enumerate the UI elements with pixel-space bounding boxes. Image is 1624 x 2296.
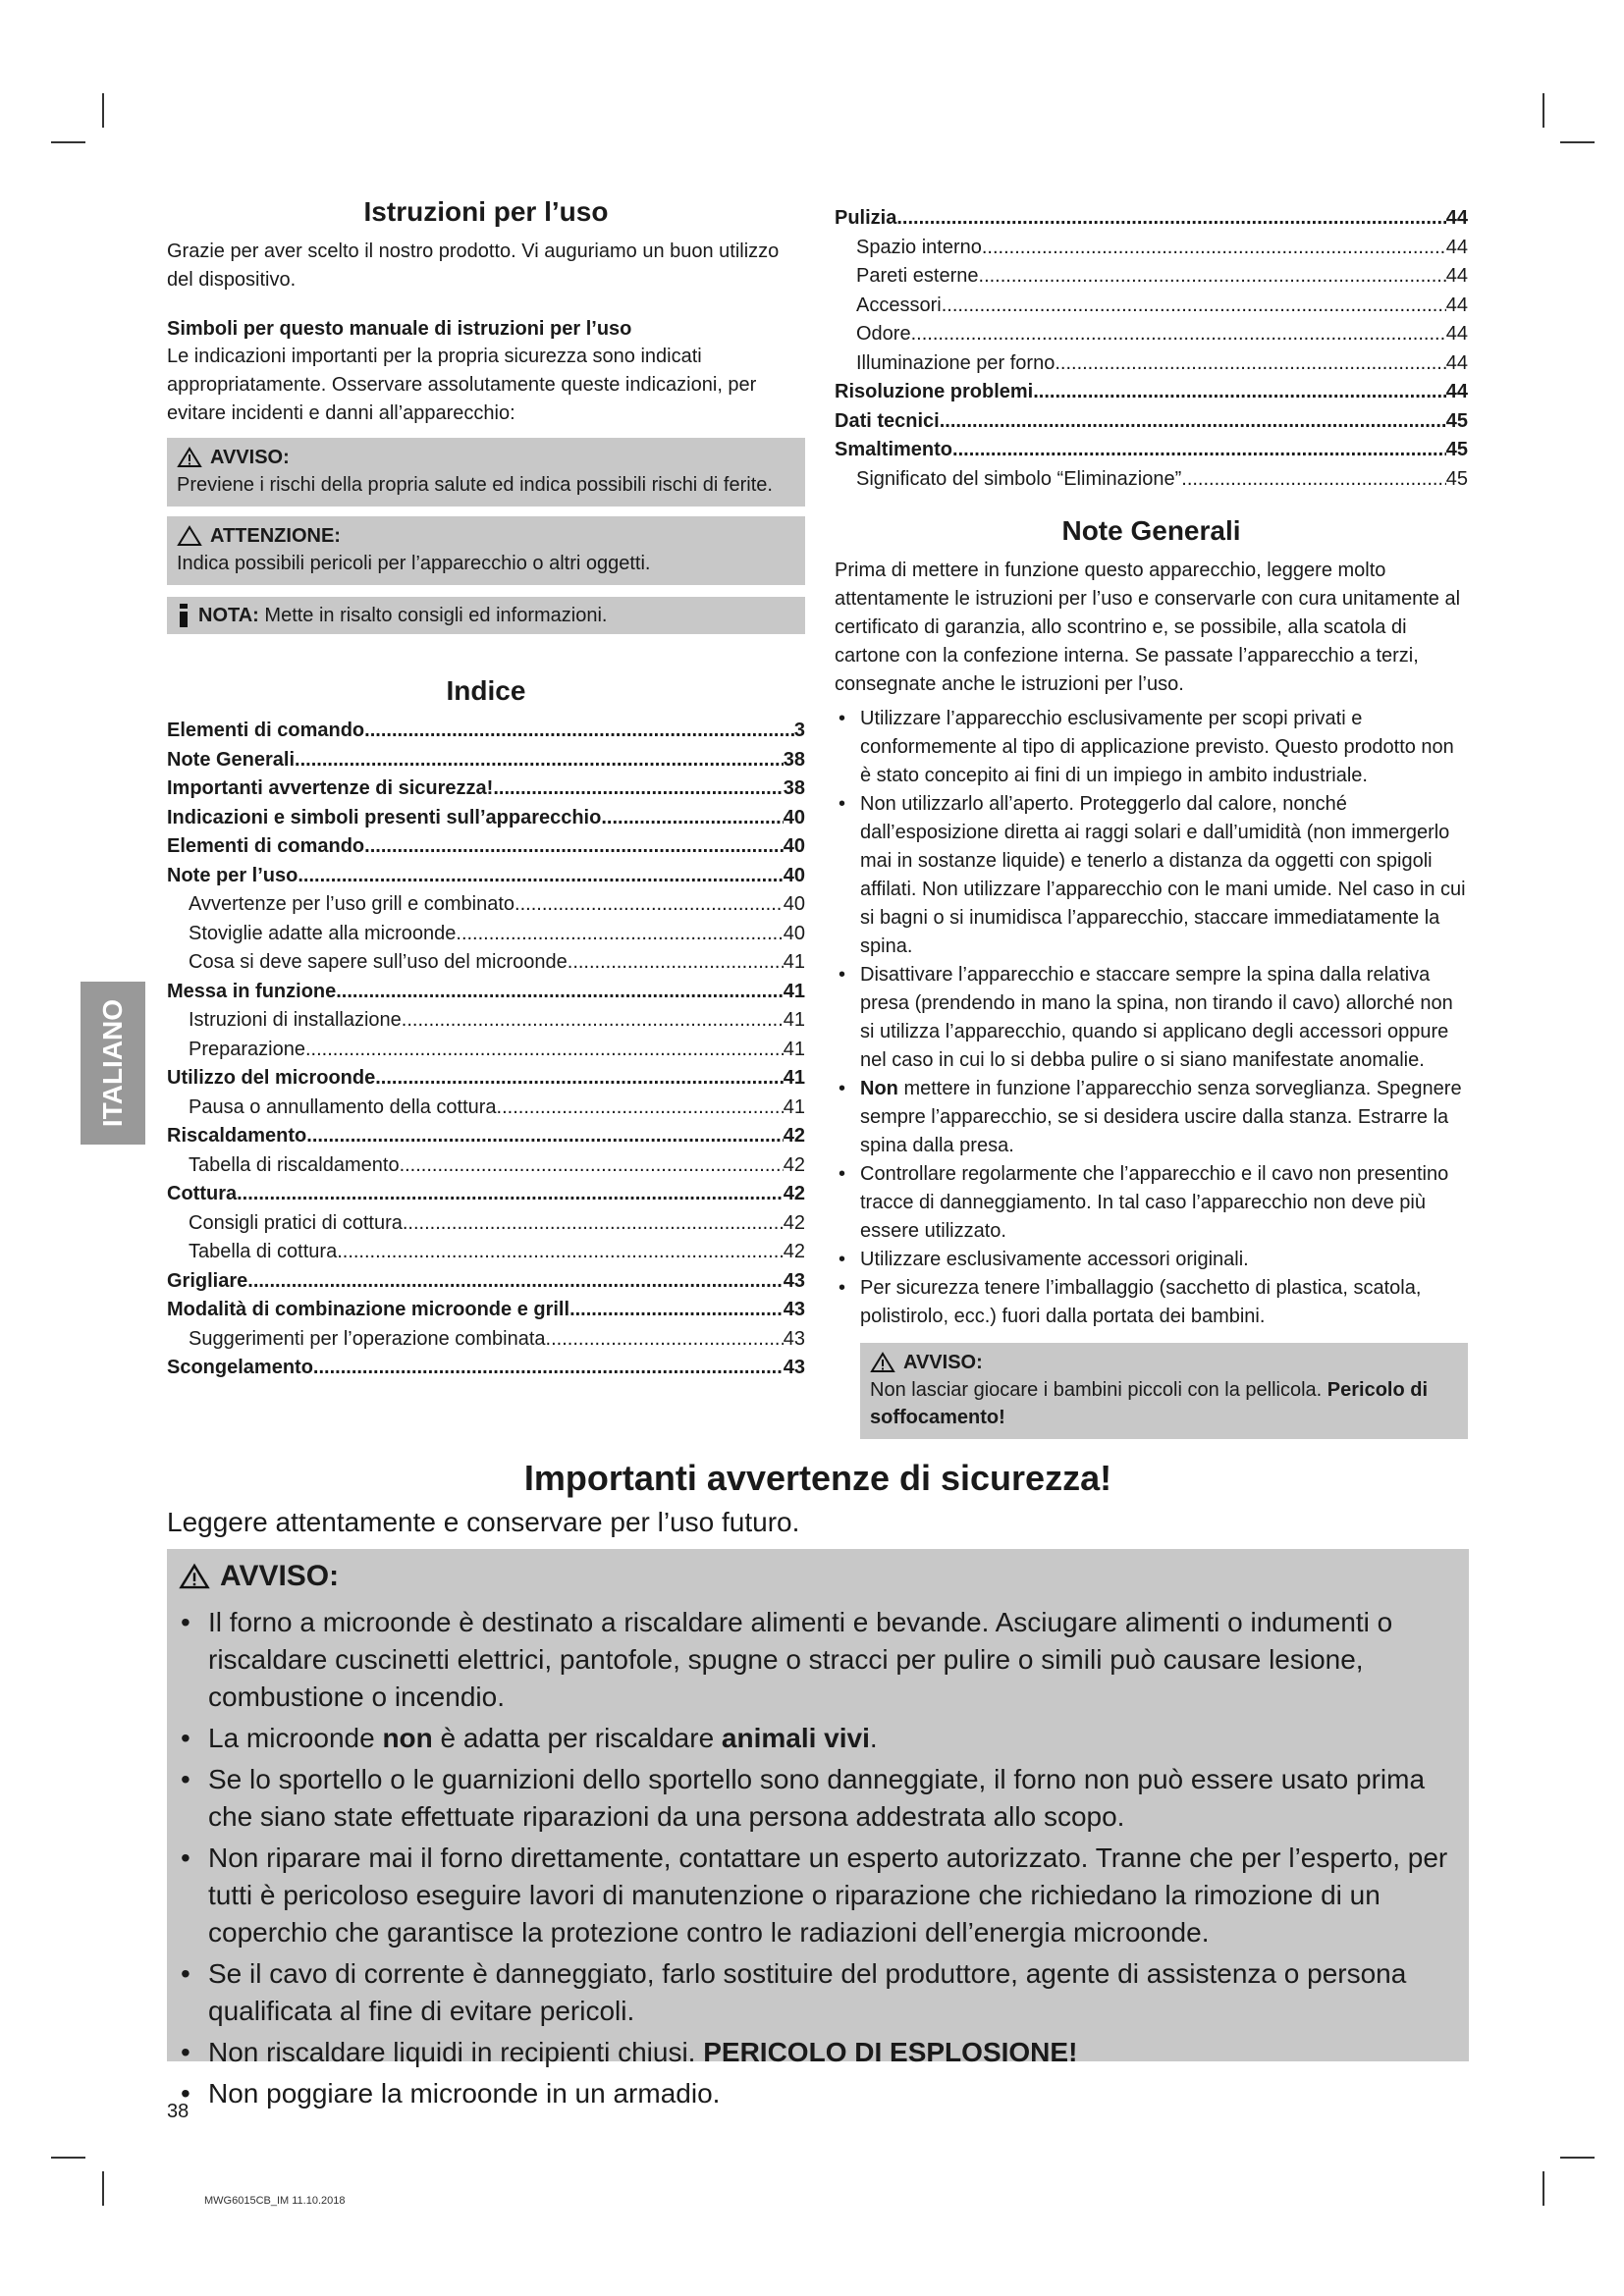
safety-subtitle: Leggere attentamente e conservare per l’uso futuro. — [167, 1507, 800, 1537]
toc-entry-page: 42 — [783, 1183, 805, 1204]
toc-entry-label: Dati tecnici — [835, 409, 940, 432]
film-warning-box — [860, 1343, 1468, 1439]
toc-entry[interactable] — [835, 204, 1468, 234]
attenzione-box — [167, 516, 805, 585]
safety-warning-box — [167, 1549, 1469, 2109]
toc-leader-dots — [601, 804, 783, 833]
warning-icon — [179, 1563, 210, 1590]
toc-leader-dots — [336, 978, 784, 1007]
toc-entry-label: Pausa o annullamento della cottura — [189, 1095, 497, 1118]
toc-leader-dots — [911, 320, 1446, 349]
toc-leader-dots — [1055, 349, 1445, 379]
toc-entry-page: 43 — [783, 1269, 805, 1292]
general-text: Prima di mettere in funzione questo apparecchio, leggere molto attentamente le istruzioni per l’uso e conservarle con cura unitamente al certificato di garanzia, allo scontrino e, se possibile, alla scatola di cartone con la confezione interna. Se passate l’apparecchio a terzi, consegnate anche le istruzioni per l’uso. — [835, 560, 1461, 695]
symbols-heading: Simboli per questo manuale di istruzioni per l’uso — [167, 318, 632, 340]
toc-leader-dots — [337, 1238, 784, 1267]
toc-entry-page: 44 — [1445, 207, 1468, 229]
toc-entry-label: Odore — [856, 323, 911, 345]
toc-entry-label: Indicazioni e simboli presenti sull’apparecchio — [167, 806, 602, 828]
toc-entry[interactable] — [167, 1094, 805, 1123]
toc-leader-dots — [514, 890, 784, 920]
list-item — [835, 1075, 1468, 1160]
toc-entry-label: Accessori — [856, 294, 942, 316]
toc-leader-dots — [493, 774, 783, 804]
toc-entry[interactable] — [167, 1036, 805, 1065]
crop-mark — [102, 2171, 104, 2206]
avviso-box — [167, 438, 805, 507]
toc-entry[interactable] — [835, 436, 1468, 465]
toc-entry[interactable] — [167, 978, 805, 1007]
toc-entry[interactable] — [167, 1267, 805, 1297]
toc-entry-page: 44 — [1445, 323, 1468, 345]
film-warning-bold: Pericolo di soffocamento! — [870, 1379, 1429, 1428]
toc-entry-label: Risoluzione problemi — [835, 381, 1034, 402]
list-item: • Per sicurezza tenere l’imballaggio (sacchetto di plastica, scatola, polistirolo, ecc.) fuori dalla portata dei bambini. — [835, 1274, 1468, 1331]
toc-entry-label: Istruzioni di installazione — [189, 1009, 402, 1031]
toc-entry-label: Modalità di combinazione microonde e grill — [167, 1299, 570, 1320]
toc-entry-page: 44 — [1445, 381, 1468, 402]
toc-entry-label: Messa in funzione — [167, 980, 337, 1002]
toc-entry[interactable] — [167, 774, 805, 804]
nota-label: NOTA: — [198, 605, 259, 626]
table-of-contents — [167, 717, 805, 1383]
toc-entry-page: 45 — [1445, 409, 1468, 432]
toc-entry-page: 45 — [1445, 467, 1468, 490]
toc-leader-dots — [298, 862, 783, 891]
toc-entry[interactable] — [835, 292, 1468, 321]
toc-entry[interactable] — [167, 920, 805, 949]
toc-entry-page: 41 — [783, 1095, 805, 1118]
attenzione-text: Indica possibili pericoli per l’apparecchio o altri oggetti. — [177, 553, 651, 574]
list-item — [179, 2034, 1455, 2071]
attenzione-label: ATTENZIONE: — [210, 525, 341, 547]
toc-entry-page: 44 — [1445, 351, 1468, 374]
toc-entry[interactable] — [167, 1209, 805, 1239]
toc-entry[interactable] — [167, 832, 805, 862]
film-warning-label: AVVISO: — [903, 1352, 983, 1373]
toc-entry[interactable] — [167, 1296, 805, 1325]
toc-entry[interactable] — [835, 349, 1468, 379]
toc-leader-dots — [403, 1209, 784, 1239]
toc-entry[interactable] — [167, 948, 805, 978]
toc-leader-dots — [247, 1267, 783, 1297]
toc-leader-dots — [305, 1036, 784, 1065]
general-bullets — [835, 705, 1468, 1331]
bold-non: Non — [860, 1078, 898, 1099]
left-column — [167, 196, 805, 1383]
toc-entry-label: Pareti esterne — [856, 265, 979, 287]
toc-entry-page: 38 — [783, 748, 805, 771]
page-number: 38 — [167, 2101, 189, 2122]
bold-text: non — [382, 1723, 433, 1753]
toc-leader-dots — [306, 1122, 783, 1151]
toc-entry-label: Consigli pratici di cottura — [189, 1211, 403, 1234]
toc-leader-dots — [1033, 378, 1446, 407]
toc-entry-page: 42 — [783, 1241, 805, 1262]
toc-entry[interactable] — [167, 1238, 805, 1267]
intro-text: Grazie per aver scelto il nostro prodotto. Vi auguriamo un buon utilizzo del dispositivo. — [167, 240, 780, 291]
toc-entry-page: 44 — [1445, 236, 1468, 258]
toc-leader-dots — [940, 407, 1446, 437]
symbols-text: Le indicazioni importanti per la propria sicurezza sono indicati appropriatamente. Osservare assolutamente queste indicazioni, per evitare incidenti e danni all’apparecchio: — [167, 346, 757, 424]
toc-entry-page: 43 — [783, 1357, 805, 1378]
list-item: • Disattivare l’apparecchio e staccare sempre la spina dalla relativa presa (prendendo in mano la spina, non tirando il cavo) allorché non si utilizza l’apparecchio, quando si applicano degli accessori oppure nel caso in cui lo si debba pulire o si siano manifestate anomalie. — [835, 961, 1468, 1075]
warning-icon — [177, 447, 202, 468]
toc-entry[interactable] — [167, 890, 805, 920]
toc-entry-label: Significato del simbolo “Eliminazione” — [856, 467, 1182, 490]
toc-entry-page: 40 — [783, 806, 805, 828]
toc-entry[interactable] — [167, 1354, 805, 1383]
crop-mark — [1560, 2157, 1595, 2159]
toc-entry-page: 41 — [783, 1067, 805, 1089]
list-item: • Se lo sportello o le guarnizioni dello sportello sono danneggiate, il forno non può essere usato prima che siano state effettuate riparazioni da una persona addestrata allo scopo. — [179, 1761, 1455, 1836]
toc-leader-dots — [456, 920, 783, 949]
toc-entry-label: Tabella di riscaldamento — [189, 1153, 400, 1176]
toc-leader-dots — [546, 1325, 784, 1355]
text: è adatta per riscaldare — [432, 1723, 722, 1753]
toc-entry-label: Tabella di cottura — [189, 1241, 338, 1262]
crop-mark — [102, 93, 104, 128]
right-column — [835, 204, 1468, 1439]
toc-entry-label: Avvertenze per l’uso grill e combinato — [189, 893, 515, 915]
toc-entry[interactable] — [167, 1122, 805, 1151]
list-item: • Controllare regolarmente che l’apparecchio e il cavo non presentino tracce di danneggiamento. In tal caso l’apparecchio non deve più essere utilizzato. — [835, 1160, 1468, 1246]
list-item: • Utilizzare esclusivamente accessori originali. — [835, 1246, 1468, 1274]
toc-entry[interactable] — [167, 746, 805, 775]
toc-entry-page: 45 — [1445, 439, 1468, 460]
warning-icon — [870, 1352, 895, 1373]
toc-entry-page: 38 — [783, 777, 805, 799]
toc-entry[interactable] — [167, 862, 805, 891]
toc-entry-label: Suggerimenti per l’operazione combinata — [189, 1327, 546, 1350]
crop-mark — [1560, 141, 1595, 143]
language-tab-label: ITALIANO — [97, 998, 128, 1128]
toc-entry-label: Note per l’uso — [167, 864, 298, 886]
film-warning-text: Non lasciar giocare i bambini piccoli con la pellicola. — [870, 1379, 1327, 1401]
toc-entry[interactable] — [835, 407, 1468, 437]
crop-mark — [51, 2157, 85, 2159]
crop-mark — [1543, 93, 1544, 128]
toc-leader-dots — [569, 1296, 784, 1325]
toc-leader-dots — [375, 1064, 784, 1094]
toc-entry-page: 44 — [1445, 294, 1468, 316]
toc-entry[interactable] — [835, 234, 1468, 263]
toc-entry-label: Scongelamento — [167, 1357, 313, 1378]
toc-entry[interactable] — [835, 465, 1468, 495]
crop-mark — [1543, 2171, 1544, 2206]
list-item: • Utilizzare l’apparecchio esclusivamente per scopi privati e conformemente al tipo di applicazione previsto. Questo prodotto non è stato concepito ai fini di un impiego in ambito industriale. — [835, 705, 1468, 790]
toc-entry-page: 42 — [783, 1125, 805, 1147]
toc-leader-dots — [364, 832, 784, 862]
toc-entry-page: 43 — [783, 1327, 805, 1350]
toc-entry-page: 44 — [1445, 265, 1468, 287]
toc-leader-dots — [982, 234, 1446, 263]
toc-entry-label: Pulizia — [835, 207, 897, 229]
toc-leader-dots — [402, 1006, 784, 1036]
toc-leader-dots — [942, 292, 1446, 321]
toc-entry[interactable] — [167, 1064, 805, 1094]
language-tab — [81, 982, 145, 1145]
toc-entry-label: Illuminazione per forno — [856, 351, 1056, 374]
info-icon — [179, 604, 189, 627]
general-title: Note Generali — [1061, 515, 1241, 546]
safety-title: Importanti avvertenze di sicurezza! — [523, 1458, 1112, 1498]
text: Non riscaldare liquidi in recipienti chiusi. — [208, 2037, 704, 2067]
toc-entry-label: Grigliare — [167, 1269, 248, 1292]
text: La microonde — [208, 1723, 383, 1753]
bullet-non-text: mettere in funzione l’apparecchio senza sorveglianza. Spegnere sempre l’apparecchio, se si desidera uscire dalla stanza. Estrarre la spina dalla presa. — [860, 1078, 1462, 1156]
toc-entry-label: Importanti avvertenze di sicurezza! — [167, 777, 494, 799]
toc-entry-label: Spazio interno — [856, 236, 982, 258]
toc-entry[interactable] — [167, 1325, 805, 1355]
toc-leader-dots — [497, 1094, 784, 1123]
table-of-contents-continued — [835, 204, 1468, 494]
toc-entry-label: Preparazione — [189, 1038, 305, 1060]
toc-leader-dots — [979, 262, 1446, 292]
safety-bullets — [179, 1604, 1455, 2112]
toc-entry-label: Elementi di comando — [167, 835, 365, 857]
toc-entry-label: Cottura — [167, 1183, 238, 1204]
toc-entry-page: 41 — [783, 1009, 805, 1031]
list-item: • Non riparare mai il forno direttamente, contattare un esperto autorizzato. Tranne che per l’esperto, per tutti è pericoloso eseguire lavori di manutenzione o riparazione che richiedano la rimozione di un coperchio che garantisce la protezione contro le radiazioni dell’energia microonde. — [179, 1840, 1455, 1951]
toc-entry[interactable] — [167, 717, 805, 746]
toc-entry-page: 40 — [783, 922, 805, 944]
toc-entry[interactable] — [167, 804, 805, 833]
toc-entry-label: Elementi di comando — [167, 720, 365, 741]
bold-text: animali vivi — [721, 1723, 870, 1753]
avviso-text: Previene i rischi della propria salute ed indica possibili rischi di ferite. — [177, 474, 773, 496]
toc-entry-page: 41 — [783, 980, 805, 1002]
toc-entry-label: Utilizzo del microonde — [167, 1067, 376, 1089]
toc-entry-page: 40 — [783, 864, 805, 886]
footer-code: MWG6015CB_IM 11.10.2018 — [204, 2195, 346, 2207]
toc-entry-label: Stoviglie adatte alla microonde — [189, 922, 457, 944]
bold-text: PERICOLO DI ESPLOSIONE! — [703, 2037, 1078, 2067]
toc-leader-dots — [1181, 465, 1445, 495]
toc-entry[interactable] — [835, 378, 1468, 407]
toc-leader-dots — [952, 436, 1446, 465]
toc-leader-dots — [313, 1354, 784, 1383]
toc-entry-page: 42 — [783, 1211, 805, 1234]
list-item: • Non utilizzarlo all’aperto. Proteggerlo dal calore, nonché dall’esposizione diretta ai raggi solari e dall’umidità (non immergerlo mai in sostanze liquide) e tenerlo a distanza da oggetti con spigoli affilati. Non utilizzare l’apparecchio con le mani umide. Nel caso in cui si bagni o si inumidisca l’apparecchio, staccare immediatamente la spina. — [835, 790, 1468, 961]
nota-box — [167, 597, 805, 634]
toc-entry-label: Note Generali — [167, 748, 296, 771]
list-item: • Se il cavo di corrente è danneggiato, farlo sostituire del produttore, agente di assistenza o persona qualificata al fine di evitare pericoli. — [179, 1955, 1455, 2030]
toc-leader-dots — [237, 1180, 784, 1209]
safety-label: AVVISO: — [220, 1560, 340, 1592]
caution-icon — [177, 525, 202, 547]
toc-entry[interactable] — [167, 1151, 805, 1181]
list-item — [179, 1720, 1455, 1757]
toc-leader-dots — [364, 717, 794, 746]
toc-entry-label: Cosa si deve sapere sull’uso del microonde — [189, 951, 568, 973]
toc-entry-label: Smaltimento — [835, 439, 953, 460]
toc-entry-page: 42 — [783, 1153, 805, 1176]
intro-title: Istruzioni per l’uso — [363, 196, 609, 227]
index-title: Indice — [446, 675, 526, 706]
toc-entry[interactable] — [167, 1006, 805, 1036]
toc-entry-page: 40 — [783, 835, 805, 857]
list-item: • Il forno a microonde è destinato a riscaldare alimenti e bevande. Asciugare alimenti o indumenti o riscaldare cuscinetti elettrici, pantofole, spugne o stracci per pulire o simili può causare lesione, combustione o incendio. — [179, 1604, 1455, 1716]
toc-leader-dots — [295, 746, 784, 775]
toc-leader-dots — [896, 204, 1445, 234]
toc-entry-page: 3 — [793, 720, 805, 741]
toc-entry-label: Riscaldamento — [167, 1125, 307, 1147]
toc-leader-dots — [568, 948, 784, 978]
toc-entry[interactable] — [835, 262, 1468, 292]
toc-leader-dots — [400, 1151, 784, 1181]
toc-entry-page: 41 — [783, 951, 805, 973]
toc-entry[interactable] — [167, 1180, 805, 1209]
toc-entry-page: 43 — [783, 1299, 805, 1320]
toc-entry-page: 40 — [783, 893, 805, 915]
avviso-label: AVVISO: — [210, 447, 290, 468]
list-item: • Non poggiare la microonde in un armadio. — [179, 2075, 1455, 2112]
text: . — [869, 1723, 878, 1753]
toc-entry-page: 41 — [783, 1038, 805, 1060]
crop-mark — [51, 141, 85, 143]
toc-entry[interactable] — [835, 320, 1468, 349]
nota-text: Mette in risalto consigli ed informazioni. — [264, 605, 608, 626]
